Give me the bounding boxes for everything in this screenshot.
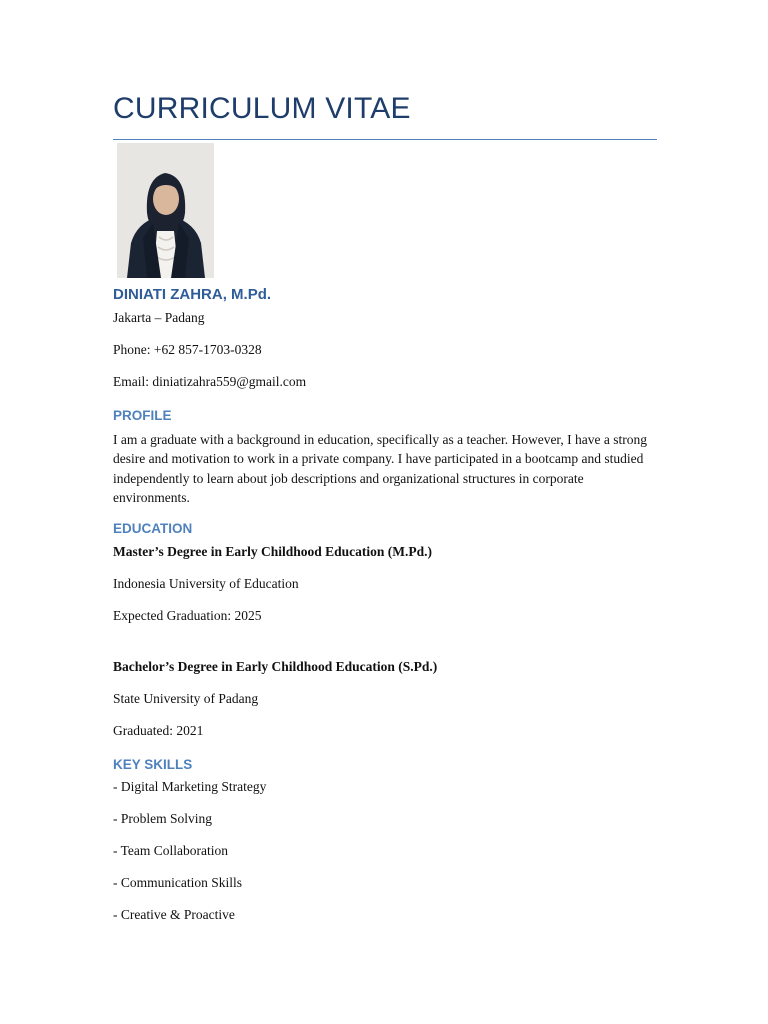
title-divider <box>113 139 657 140</box>
skill-item: - Communication Skills <box>113 875 243 890</box>
phone-text: Phone: +62 857-1703-0328 <box>113 342 262 357</box>
skill-item: - Creative & Proactive <box>113 907 235 922</box>
document-title: CURRICULUM VITAE <box>113 92 411 125</box>
email-text: Email: diniatizahra559@gmail.com <box>113 374 307 389</box>
education-degree: Master’s Degree in Early Childhood Education (M.Pd.) <box>113 544 432 559</box>
key-skills-heading: KEY SKILLS <box>113 757 193 772</box>
candidate-name: DINIATI ZAHRA, M.Pd. <box>113 286 272 303</box>
profile-photo <box>117 143 214 278</box>
skill-item: - Problem Solving <box>113 811 213 826</box>
education-institution: Indonesia University of Education <box>113 576 299 591</box>
education-date: Graduated: 2021 <box>113 723 204 738</box>
skill-item: - Digital Marketing Strategy <box>113 779 267 794</box>
location-text: Jakarta – Padang <box>113 310 205 325</box>
education-date: Expected Graduation: 2025 <box>113 608 262 623</box>
education-heading: EDUCATION <box>113 521 193 536</box>
education-institution: State University of Padang <box>113 691 259 706</box>
profile-heading: PROFILE <box>113 408 172 423</box>
skill-item: - Team Collaboration <box>113 843 229 858</box>
education-degree: Bachelor’s Degree in Early Childhood Education (S.Pd.) <box>113 659 438 674</box>
profile-paragraph: I am a graduate with a background in education, specifically as a teacher. However, I have a strong desire and motivation to work in a private company. I have participated in a bootcamp and studied independently to learn about job descriptions and organizational structures in corporate environments. <box>113 432 647 505</box>
